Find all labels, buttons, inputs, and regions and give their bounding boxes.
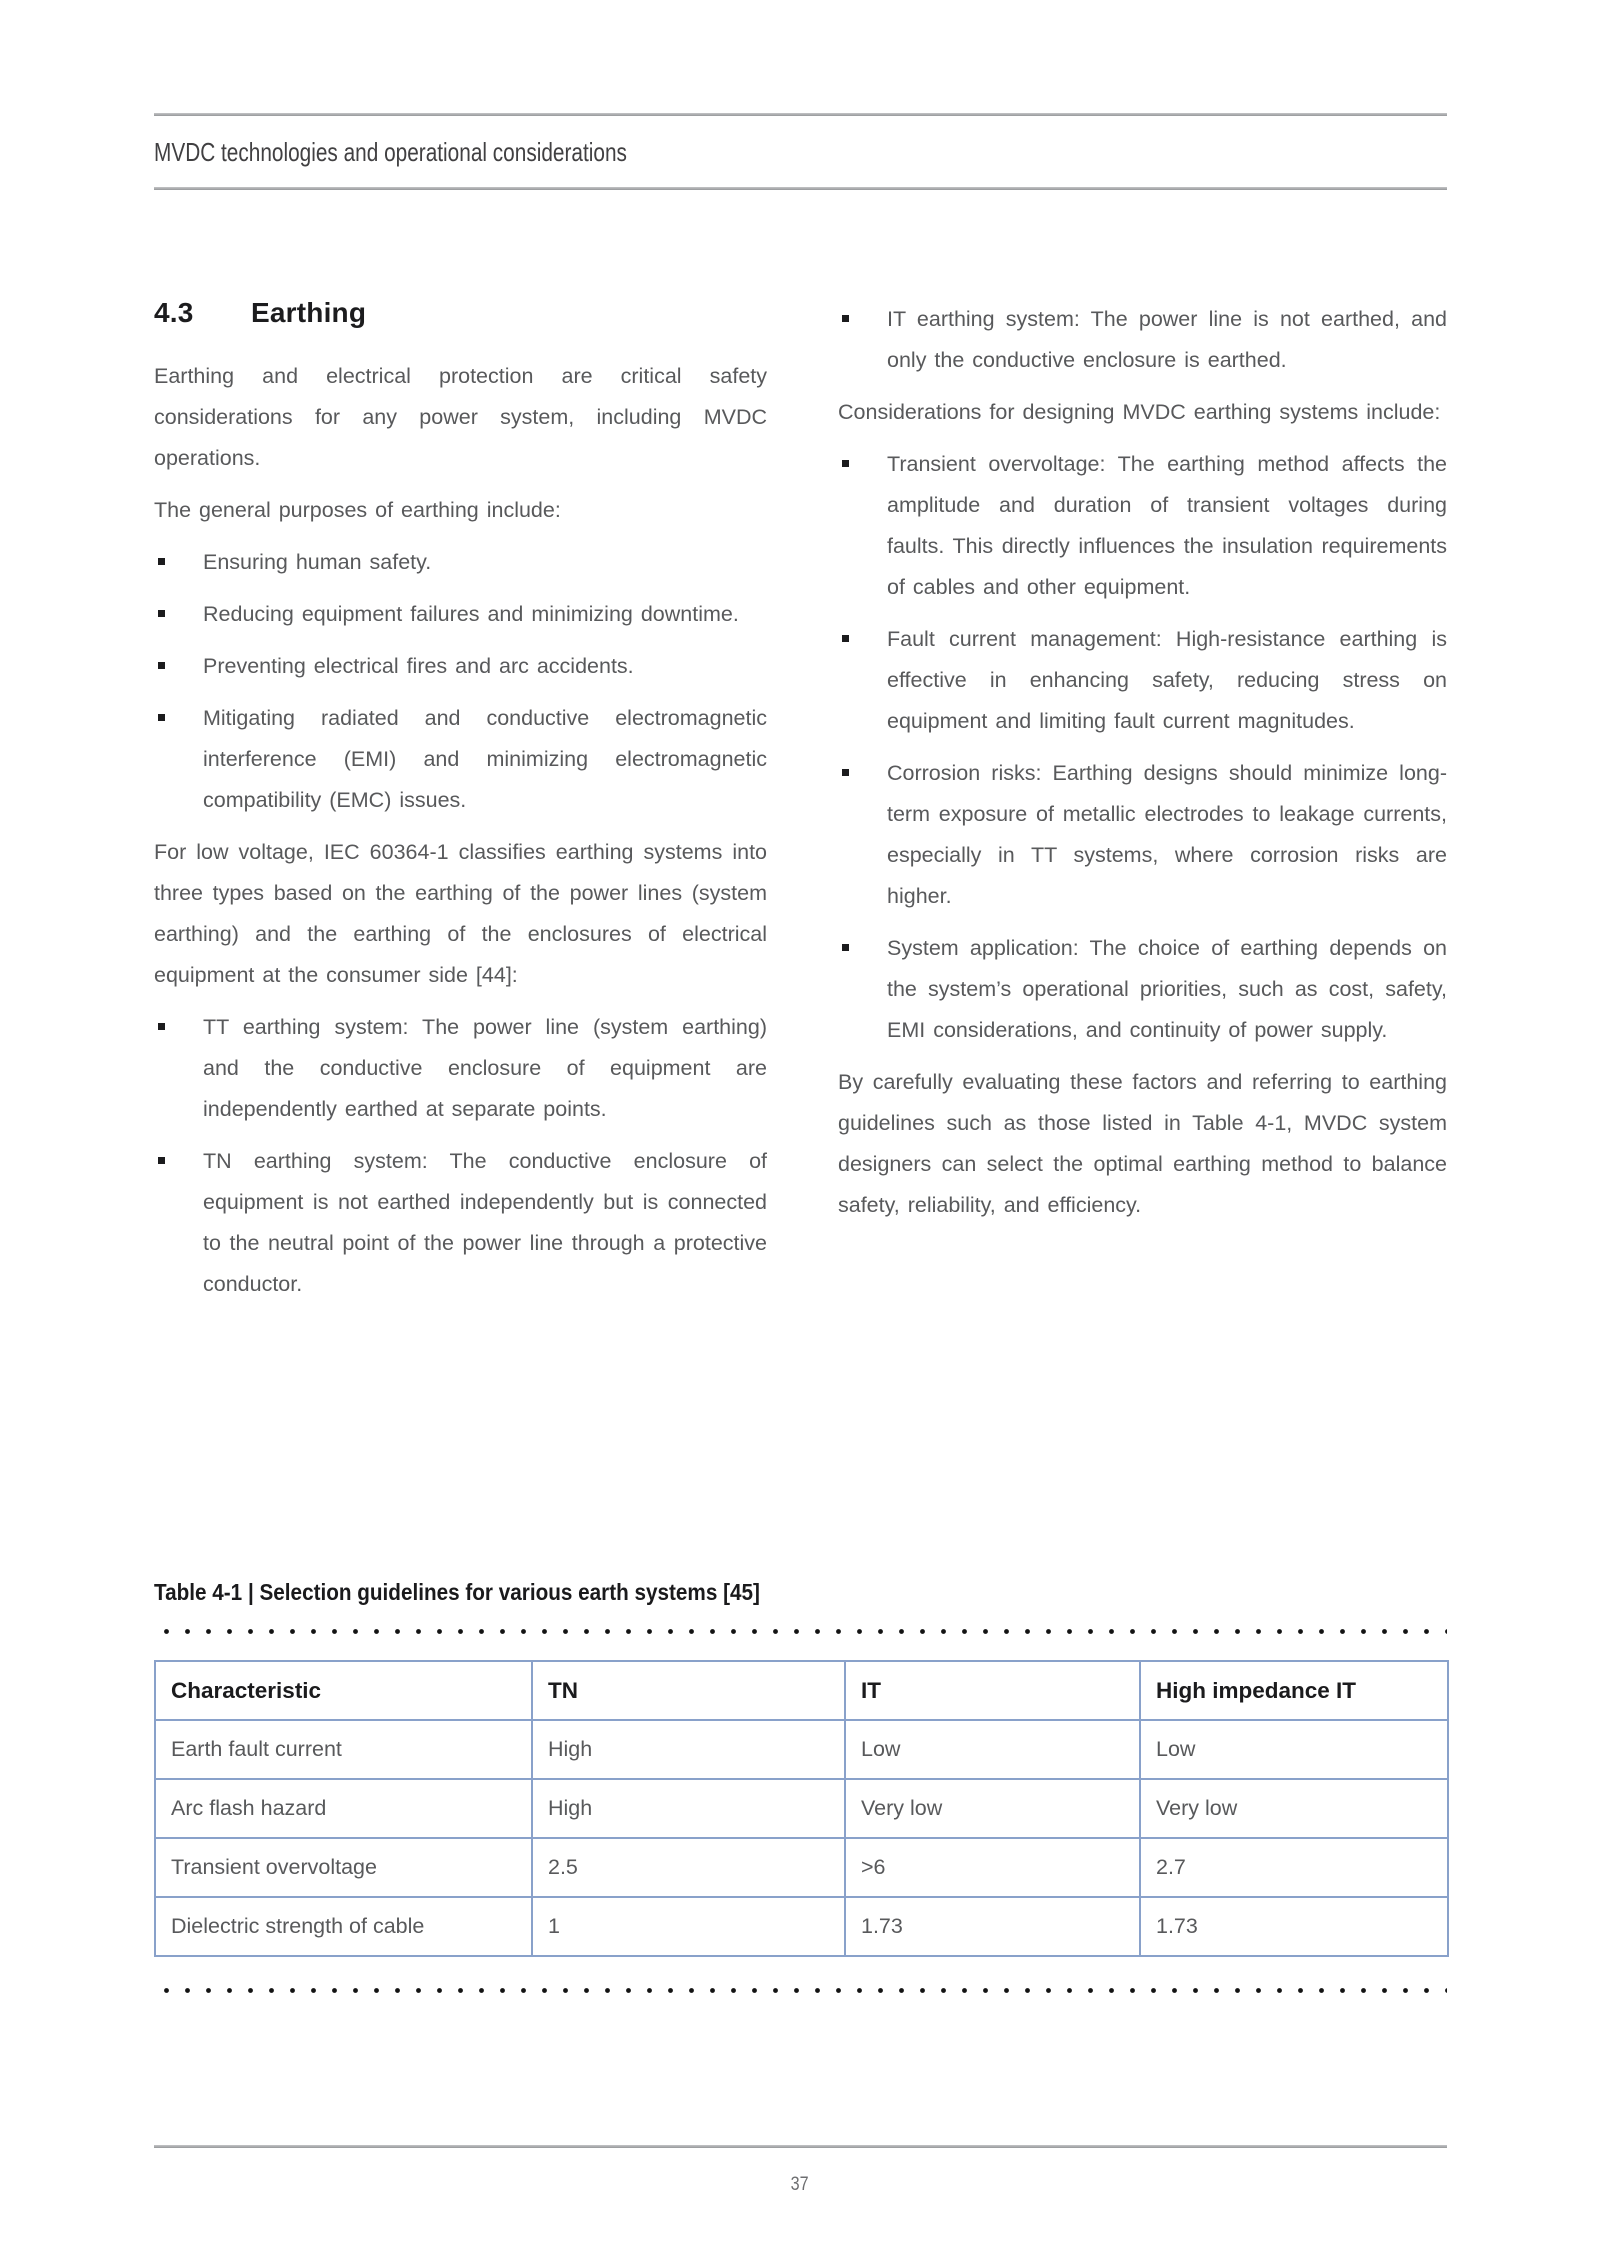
table-cell: High bbox=[532, 1779, 845, 1838]
section-heading bbox=[154, 296, 767, 330]
table-cell: Arc flash hazard bbox=[155, 1779, 532, 1838]
column-header: TN bbox=[532, 1661, 845, 1720]
bullet-text: Fault current management: High-resistance earthing is effective in enhancing safety, reducing stress on equipment and limiting fault current magnitudes. bbox=[887, 627, 1447, 733]
paragraph: By carefully evaluating these factors and referring to earthing guidelines such as those listed in Table 4-1, MVDC system designers can select the optimal earthing method to balance safety, reliability, and efficiency. bbox=[838, 1070, 1447, 1217]
table-row bbox=[155, 1897, 1448, 1956]
table-cell: High bbox=[532, 1720, 845, 1779]
table-cell: 1.73 bbox=[1140, 1897, 1448, 1956]
section-title: Earthing bbox=[251, 297, 367, 328]
footer-rule bbox=[154, 2145, 1447, 2148]
bullet-item bbox=[838, 753, 1447, 917]
bullet-text: Reducing equipment failures and minimizing downtime. bbox=[203, 602, 739, 626]
table-cell: Low bbox=[1140, 1720, 1448, 1779]
paragraph: For low voltage, IEC 60364-1 classifies earthing systems into three types based on the earthing of the power lines (system earthing) and the earthing of the enclosures of electrical equipment at the consumer side [44]: bbox=[154, 840, 767, 987]
table-cell: Transient overvoltage bbox=[155, 1838, 532, 1897]
table-cell: >6 bbox=[845, 1838, 1140, 1897]
left-column bbox=[154, 296, 767, 1316]
table-caption-text: Table 4-1 | Selection guidelines for various earth systems [45] bbox=[154, 1579, 760, 1605]
dotted-rule-bottom bbox=[154, 1988, 1447, 1993]
table-cell: 1 bbox=[532, 1897, 845, 1956]
bullet-text: TT earthing system: The power line (system earthing) and the conductive enclosure of equipment are independently earthed at separate points. bbox=[203, 1015, 767, 1121]
bullet-text: Mitigating radiated and conductive electromagnetic interference (EMI) and minimizing electromagnetic compatibility (EMC) issues. bbox=[203, 706, 767, 812]
table-cell: 2.5 bbox=[532, 1838, 845, 1897]
table-cell: Very low bbox=[1140, 1779, 1448, 1838]
header-rule-top bbox=[154, 113, 1447, 116]
bullet-item bbox=[838, 619, 1447, 742]
paragraph: Earthing and electrical protection are critical safety considerations for any power system, including MVDC operations. bbox=[154, 364, 767, 470]
bullet-item bbox=[154, 646, 767, 687]
bullet-text: Transient overvoltage: The earthing method affects the amplitude and duration of transient voltages during faults. This directly influences the insulation requirements of cables and other equipment. bbox=[887, 452, 1447, 599]
header-rule-bottom bbox=[154, 187, 1447, 190]
table-cell: 2.7 bbox=[1140, 1838, 1448, 1897]
bullet-item bbox=[154, 542, 767, 583]
table-cell: Very low bbox=[845, 1779, 1140, 1838]
page-number-text: 37 bbox=[791, 2174, 809, 2195]
column-header: Characteristic bbox=[155, 1661, 532, 1720]
bullet-item bbox=[838, 928, 1447, 1051]
table-caption bbox=[154, 1577, 1447, 1607]
running-header bbox=[154, 136, 745, 168]
bullet-item bbox=[838, 299, 1447, 381]
selection-guidelines-table bbox=[154, 1660, 1449, 1957]
table-cell: Dielectric strength of cable bbox=[155, 1897, 532, 1956]
bullet-square-icon bbox=[158, 714, 165, 721]
paragraph: The general purposes of earthing include: bbox=[154, 498, 561, 522]
table-row bbox=[155, 1779, 1448, 1838]
bullet-square-icon bbox=[158, 1157, 165, 1164]
bullet-text: System application: The choice of earthing depends on the system’s operational priorities, such as cost, safety, EMI considerations, and continuity of power supply. bbox=[887, 936, 1447, 1042]
table-cell: 1.73 bbox=[845, 1897, 1140, 1956]
bullet-text: Ensuring human safety. bbox=[203, 550, 432, 574]
page-number bbox=[0, 2170, 1600, 2200]
bullet-item bbox=[154, 1007, 767, 1130]
bullet-text: Preventing electrical fires and arc accidents. bbox=[203, 654, 634, 678]
bullet-square-icon bbox=[842, 315, 849, 322]
bullet-square-icon bbox=[158, 610, 165, 617]
paragraph: Considerations for designing MVDC earthing systems include: bbox=[838, 400, 1441, 424]
bullet-item bbox=[154, 1141, 767, 1305]
table-header-row bbox=[155, 1661, 1448, 1720]
running-header-text: MVDC technologies and operational considerations bbox=[154, 137, 627, 167]
table-cell: Low bbox=[845, 1720, 1140, 1779]
table-row bbox=[155, 1720, 1448, 1779]
column-header: IT bbox=[845, 1661, 1140, 1720]
bullet-square-icon bbox=[158, 662, 165, 669]
table-row bbox=[155, 1838, 1448, 1897]
bullet-text: IT earthing system: The power line is not earthed, and only the conductive enclosure is earthed. bbox=[887, 307, 1447, 372]
bullet-square-icon bbox=[158, 558, 165, 565]
right-column bbox=[838, 299, 1447, 1237]
column-header: High impedance IT bbox=[1140, 1661, 1448, 1720]
bullet-item bbox=[154, 698, 767, 821]
dotted-rule-top bbox=[154, 1629, 1447, 1634]
bullet-square-icon bbox=[842, 769, 849, 776]
bullet-text: Corrosion risks: Earthing designs should minimize long-term exposure of metallic electrodes to leakage currents, especially in TT systems, where corrosion risks are higher. bbox=[887, 761, 1447, 908]
section-number: 4.3 bbox=[154, 297, 194, 328]
bullet-text: TN earthing system: The conductive enclosure of equipment is not earthed independently but is connected to the neutral point of the power line through a protective conductor. bbox=[203, 1149, 767, 1296]
bullet-square-icon bbox=[842, 460, 849, 467]
table-section bbox=[154, 1577, 1447, 1993]
bullet-square-icon bbox=[842, 635, 849, 642]
bullet-square-icon bbox=[158, 1023, 165, 1030]
table-cell: Earth fault current bbox=[155, 1720, 532, 1779]
bullet-item bbox=[838, 444, 1447, 608]
bullet-item bbox=[154, 594, 767, 635]
bullet-square-icon bbox=[842, 944, 849, 951]
